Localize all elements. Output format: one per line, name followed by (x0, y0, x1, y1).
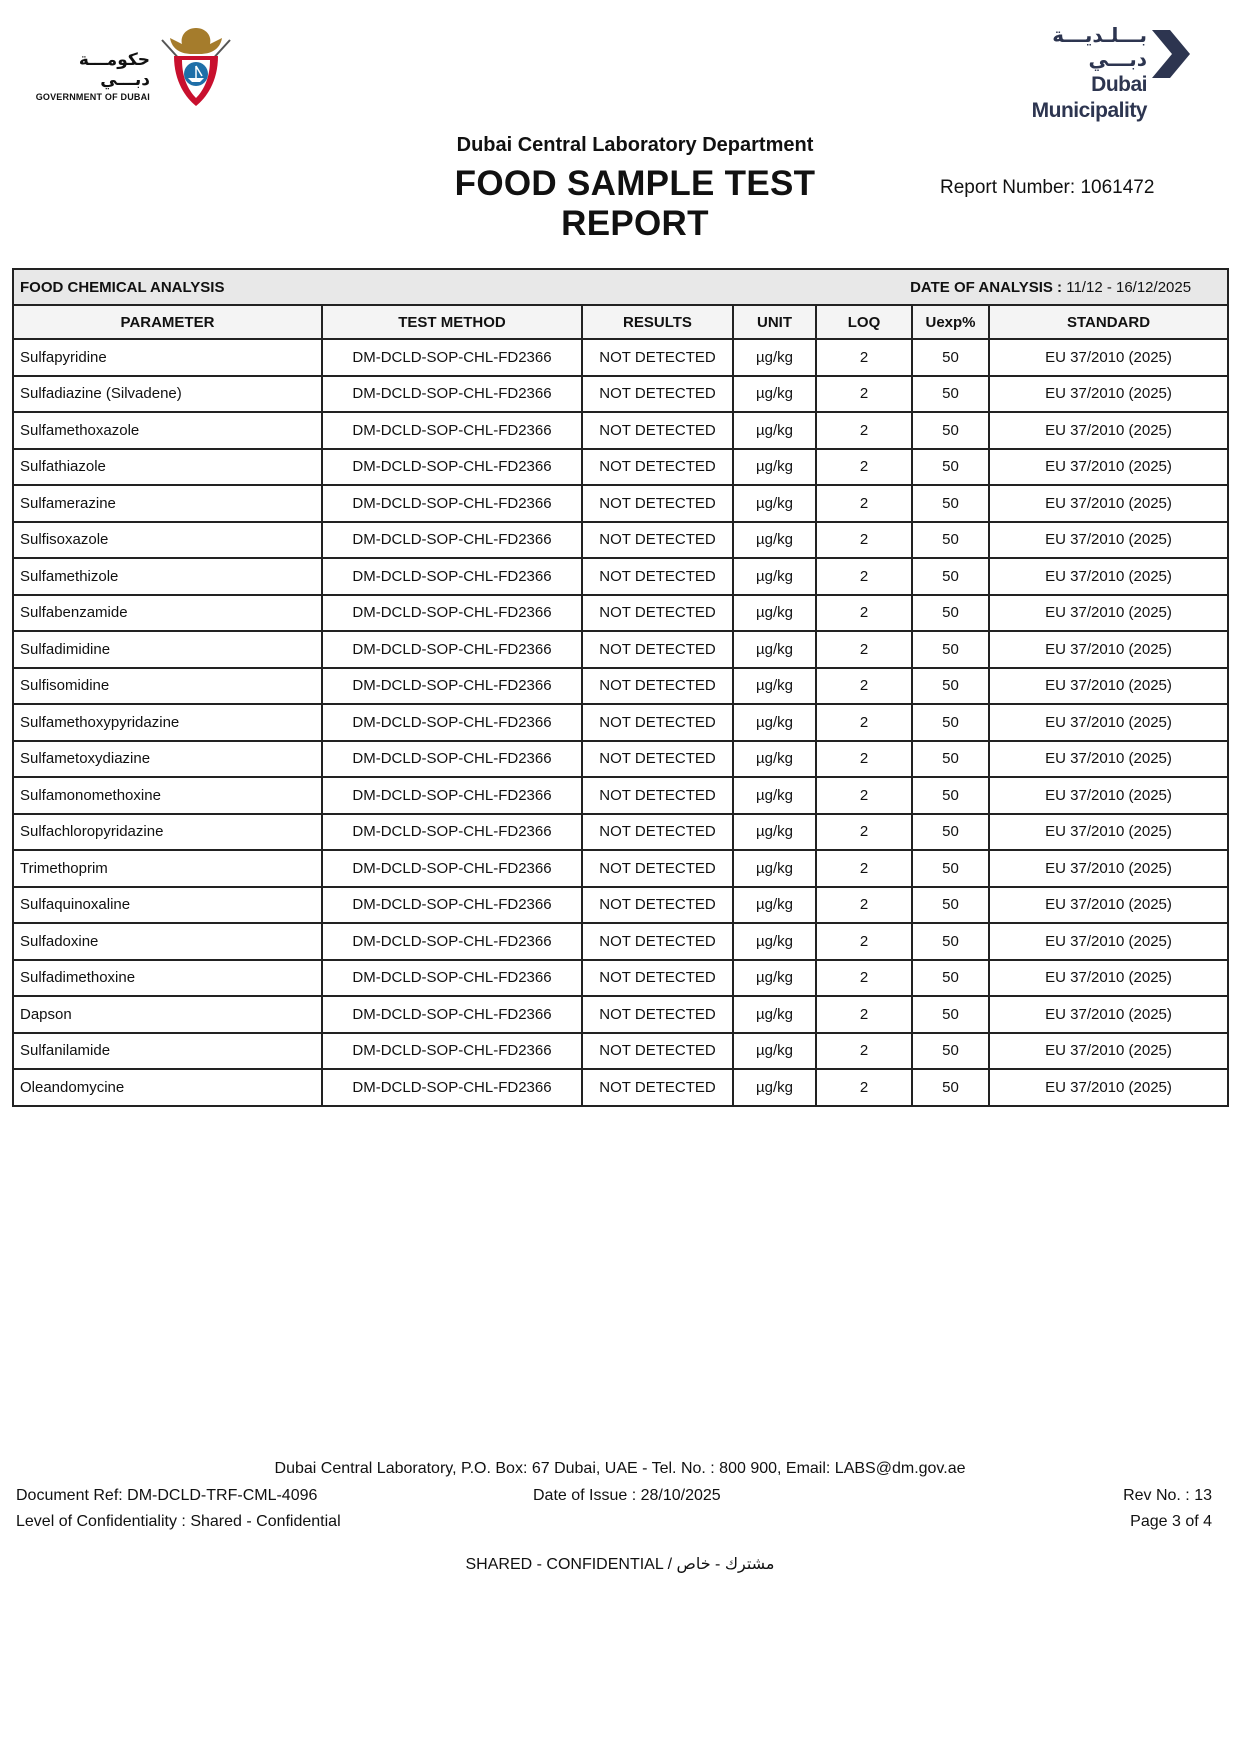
standard-cell: EU 37/2010 (2025) (989, 668, 1228, 705)
column-header: PARAMETER (13, 305, 322, 339)
column-header: RESULTS (582, 305, 733, 339)
uexp-cell: 50 (912, 741, 989, 778)
parameter-cell: Sulfaquinoxaline (13, 887, 322, 924)
uexp-cell: 50 (912, 485, 989, 522)
uexp-cell: 50 (912, 631, 989, 668)
date-of-analysis (910, 279, 1191, 296)
report-title: FOOD SAMPLE TEST REPORT (454, 164, 816, 243)
test-method-cell: DM-DCLD-SOP-CHL-FD2366 (322, 923, 582, 960)
result-cell: NOT DETECTED (582, 1069, 733, 1106)
parameter-cell: Sulfachloropyridazine (13, 814, 322, 851)
unit-cell: µg/kg (733, 376, 816, 413)
test-method-cell: DM-DCLD-SOP-CHL-FD2366 (322, 704, 582, 741)
document-ref: Document Ref: DM-DCLD-TRF-CML-4096 (16, 1487, 318, 1504)
standard-cell: EU 37/2010 (2025) (989, 339, 1228, 376)
table-row (13, 996, 1228, 1033)
standard-cell: EU 37/2010 (2025) (989, 1069, 1228, 1106)
parameter-cell: Sulfametoxydiazine (13, 741, 322, 778)
table-row (13, 558, 1228, 595)
parameter-cell: Sulfadimidine (13, 631, 322, 668)
parameter-cell: Oleandomycine (13, 1069, 322, 1106)
results-table-body (13, 339, 1228, 1106)
loq-cell: 2 (816, 850, 912, 887)
standard-cell: EU 37/2010 (2025) (989, 996, 1228, 1033)
uexp-cell: 50 (912, 595, 989, 632)
standard-cell: EU 37/2010 (2025) (989, 1033, 1228, 1070)
dubai-municipality-logo (995, 24, 1195, 122)
result-cell: NOT DETECTED (582, 996, 733, 1033)
standard-cell: EU 37/2010 (2025) (989, 412, 1228, 449)
unit-cell: µg/kg (733, 631, 816, 668)
unit-cell: µg/kg (733, 741, 816, 778)
result-cell: NOT DETECTED (582, 339, 733, 376)
table-row (13, 814, 1228, 851)
column-header: LOQ (816, 305, 912, 339)
unit-cell: µg/kg (733, 485, 816, 522)
lab-address: Dubai Central Laboratory, P.O. Box: 67 Dubai, UAE - Tel. No. : 800 900, Email: LABS@dm.gov.ae (274, 1460, 966, 1477)
test-method-cell: DM-DCLD-SOP-CHL-FD2366 (322, 777, 582, 814)
page-number: Page 3 of 4 (1130, 1513, 1212, 1530)
uexp-cell: 50 (912, 412, 989, 449)
parameter-cell: Sulfanilamide (13, 1033, 322, 1070)
uexp-cell: 50 (912, 777, 989, 814)
parameter-cell: Sulfadiazine (Silvadene) (13, 376, 322, 413)
table-row (13, 704, 1228, 741)
unit-cell: µg/kg (733, 339, 816, 376)
table-row (13, 887, 1228, 924)
date-of-analysis-label: DATE OF ANALYSIS : (910, 278, 1063, 296)
result-cell: NOT DETECTED (582, 741, 733, 778)
unit-cell: µg/kg (733, 887, 816, 924)
result-cell: NOT DETECTED (582, 887, 733, 924)
result-cell: NOT DETECTED (582, 850, 733, 887)
table-row (13, 850, 1228, 887)
uexp-cell: 50 (912, 376, 989, 413)
column-header: STANDARD (989, 305, 1228, 339)
test-method-cell: DM-DCLD-SOP-CHL-FD2366 (322, 668, 582, 705)
standard-cell: EU 37/2010 (2025) (989, 704, 1228, 741)
result-cell: NOT DETECTED (582, 485, 733, 522)
unit-cell: µg/kg (733, 449, 816, 486)
standard-cell: EU 37/2010 (2025) (989, 814, 1228, 851)
dubai-emblem-icon (152, 22, 240, 110)
test-method-cell: DM-DCLD-SOP-CHL-FD2366 (322, 339, 582, 376)
loq-cell: 2 (816, 887, 912, 924)
result-cell: NOT DETECTED (582, 960, 733, 997)
date-of-analysis-value: 11/12 - 16/12/2025 (1066, 278, 1192, 296)
dm-logo-english: Dubai Municipality (1031, 73, 1147, 122)
unit-cell: µg/kg (733, 850, 816, 887)
uexp-cell: 50 (912, 814, 989, 851)
results-table (12, 268, 1229, 1107)
standard-cell: EU 37/2010 (2025) (989, 960, 1228, 997)
table-row (13, 1033, 1228, 1070)
uexp-cell: 50 (912, 960, 989, 997)
unit-cell: µg/kg (733, 1033, 816, 1070)
result-cell: NOT DETECTED (582, 777, 733, 814)
unit-cell: µg/kg (733, 668, 816, 705)
table-row (13, 595, 1228, 632)
standard-cell: EU 37/2010 (2025) (989, 887, 1228, 924)
table-row (13, 339, 1228, 376)
standard-cell: EU 37/2010 (2025) (989, 558, 1228, 595)
unit-cell: µg/kg (733, 814, 816, 851)
standard-cell: EU 37/2010 (2025) (989, 485, 1228, 522)
loq-cell: 2 (816, 1069, 912, 1106)
uexp-cell: 50 (912, 1033, 989, 1070)
table-row (13, 777, 1228, 814)
parameter-cell: Sulfamethoxazole (13, 412, 322, 449)
uexp-cell: 50 (912, 996, 989, 1033)
parameter-cell: Sulfisoxazole (13, 522, 322, 559)
parameter-cell: Dapson (13, 996, 322, 1033)
standard-cell: EU 37/2010 (2025) (989, 631, 1228, 668)
result-cell: NOT DETECTED (582, 923, 733, 960)
report-number-value: 1061472 (1080, 177, 1155, 198)
test-method-cell: DM-DCLD-SOP-CHL-FD2366 (322, 960, 582, 997)
unit-cell: µg/kg (733, 522, 816, 559)
uexp-cell: 50 (912, 850, 989, 887)
standard-cell: EU 37/2010 (2025) (989, 449, 1228, 486)
unit-cell: µg/kg (733, 558, 816, 595)
result-cell: NOT DETECTED (582, 704, 733, 741)
loq-cell: 2 (816, 777, 912, 814)
result-cell: NOT DETECTED (582, 595, 733, 632)
uexp-cell: 50 (912, 1069, 989, 1106)
result-cell: NOT DETECTED (582, 522, 733, 559)
department-name: Dubai Central Laboratory Department (456, 134, 814, 156)
unit-cell: µg/kg (733, 960, 816, 997)
test-method-cell: DM-DCLD-SOP-CHL-FD2366 (322, 996, 582, 1033)
column-header: UNIT (733, 305, 816, 339)
loq-cell: 2 (816, 595, 912, 632)
confidentiality-level: Level of Confidentiality : Shared - Confidential (16, 1513, 341, 1530)
parameter-cell: Trimethoprim (13, 850, 322, 887)
test-method-cell: DM-DCLD-SOP-CHL-FD2366 (322, 376, 582, 413)
result-cell: NOT DETECTED (582, 814, 733, 851)
loq-cell: 2 (816, 960, 912, 997)
table-row (13, 522, 1228, 559)
test-method-cell: DM-DCLD-SOP-CHL-FD2366 (322, 814, 582, 851)
gov-logo-english: GOVERNMENT OF DUBAI (35, 92, 150, 102)
loq-cell: 2 (816, 485, 912, 522)
parameter-cell: Sulfabenzamide (13, 595, 322, 632)
test-method-cell: DM-DCLD-SOP-CHL-FD2366 (322, 741, 582, 778)
loq-cell: 2 (816, 449, 912, 486)
test-method-cell: DM-DCLD-SOP-CHL-FD2366 (322, 558, 582, 595)
loq-cell: 2 (816, 412, 912, 449)
test-method-cell: DM-DCLD-SOP-CHL-FD2366 (322, 595, 582, 632)
table-row (13, 668, 1228, 705)
loq-cell: 2 (816, 522, 912, 559)
standard-cell: EU 37/2010 (2025) (989, 850, 1228, 887)
section-title: FOOD CHEMICAL ANALYSIS (20, 278, 225, 296)
standard-cell: EU 37/2010 (2025) (989, 741, 1228, 778)
test-method-cell: DM-DCLD-SOP-CHL-FD2366 (322, 887, 582, 924)
result-cell: NOT DETECTED (582, 412, 733, 449)
result-cell: NOT DETECTED (582, 449, 733, 486)
uexp-cell: 50 (912, 339, 989, 376)
column-header-row (13, 305, 1228, 339)
loq-cell: 2 (816, 996, 912, 1033)
uexp-cell: 50 (912, 923, 989, 960)
table-row (13, 923, 1228, 960)
parameter-cell: Sulfamethoxypyridazine (13, 704, 322, 741)
report-number (940, 177, 1154, 199)
loq-cell: 2 (816, 631, 912, 668)
loq-cell: 2 (816, 668, 912, 705)
uexp-cell: 50 (912, 558, 989, 595)
standard-cell: EU 37/2010 (2025) (989, 595, 1228, 632)
loq-cell: 2 (816, 923, 912, 960)
dm-logo-arabic: بـــلـديـــة دبـــي (1052, 25, 1147, 71)
column-header: TEST METHOD (322, 305, 582, 339)
result-cell: NOT DETECTED (582, 631, 733, 668)
unit-cell: µg/kg (733, 923, 816, 960)
table-row (13, 741, 1228, 778)
test-method-cell: DM-DCLD-SOP-CHL-FD2366 (322, 522, 582, 559)
loq-cell: 2 (816, 741, 912, 778)
unit-cell: µg/kg (733, 704, 816, 741)
column-header: Uexp% (912, 305, 989, 339)
parameter-cell: Sulfamonomethoxine (13, 777, 322, 814)
government-of-dubai-logo (30, 22, 245, 112)
classification-banner: SHARED - CONFIDENTIAL / مشترك - خاص (465, 1556, 775, 1573)
standard-cell: EU 37/2010 (2025) (989, 923, 1228, 960)
result-cell: NOT DETECTED (582, 1033, 733, 1070)
loq-cell: 2 (816, 814, 912, 851)
standard-cell: EU 37/2010 (2025) (989, 376, 1228, 413)
gov-logo-arabic: حكومـــة دبـــي (78, 50, 150, 89)
result-cell: NOT DETECTED (582, 376, 733, 413)
parameter-cell: Sulfadoxine (13, 923, 322, 960)
table-row (13, 1069, 1228, 1106)
result-cell: NOT DETECTED (582, 558, 733, 595)
test-method-cell: DM-DCLD-SOP-CHL-FD2366 (322, 1069, 582, 1106)
loq-cell: 2 (816, 704, 912, 741)
unit-cell: µg/kg (733, 777, 816, 814)
uexp-cell: 50 (912, 449, 989, 486)
report-number-label: Report Number: (940, 177, 1076, 198)
parameter-cell: Sulfathiazole (13, 449, 322, 486)
standard-cell: EU 37/2010 (2025) (989, 522, 1228, 559)
loq-cell: 2 (816, 558, 912, 595)
unit-cell: µg/kg (733, 412, 816, 449)
test-method-cell: DM-DCLD-SOP-CHL-FD2366 (322, 449, 582, 486)
parameter-cell: Sulfisomidine (13, 668, 322, 705)
uexp-cell: 50 (912, 887, 989, 924)
table-row (13, 960, 1228, 997)
test-method-cell: DM-DCLD-SOP-CHL-FD2366 (322, 1033, 582, 1070)
table-row (13, 449, 1228, 486)
parameter-cell: Sulfapyridine (13, 339, 322, 376)
test-method-cell: DM-DCLD-SOP-CHL-FD2366 (322, 850, 582, 887)
loq-cell: 2 (816, 1033, 912, 1070)
unit-cell: µg/kg (733, 996, 816, 1033)
unit-cell: µg/kg (733, 595, 816, 632)
date-of-issue: Date of Issue : 28/10/2025 (533, 1487, 721, 1504)
parameter-cell: Sulfadimethoxine (13, 960, 322, 997)
result-cell: NOT DETECTED (582, 668, 733, 705)
revision-number: Rev No. : 13 (1123, 1487, 1212, 1504)
test-method-cell: DM-DCLD-SOP-CHL-FD2366 (322, 412, 582, 449)
unit-cell: µg/kg (733, 1069, 816, 1106)
uexp-cell: 50 (912, 668, 989, 705)
table-row (13, 631, 1228, 668)
loq-cell: 2 (816, 376, 912, 413)
section-header-row (13, 269, 1228, 305)
loq-cell: 2 (816, 339, 912, 376)
uexp-cell: 50 (912, 522, 989, 559)
parameter-cell: Sulfamethizole (13, 558, 322, 595)
test-method-cell: DM-DCLD-SOP-CHL-FD2366 (322, 631, 582, 668)
table-row (13, 376, 1228, 413)
parameter-cell: Sulfamerazine (13, 485, 322, 522)
table-row (13, 412, 1228, 449)
test-method-cell: DM-DCLD-SOP-CHL-FD2366 (322, 485, 582, 522)
table-row (13, 485, 1228, 522)
uexp-cell: 50 (912, 704, 989, 741)
standard-cell: EU 37/2010 (2025) (989, 777, 1228, 814)
dm-chevron-icon (1150, 28, 1192, 80)
